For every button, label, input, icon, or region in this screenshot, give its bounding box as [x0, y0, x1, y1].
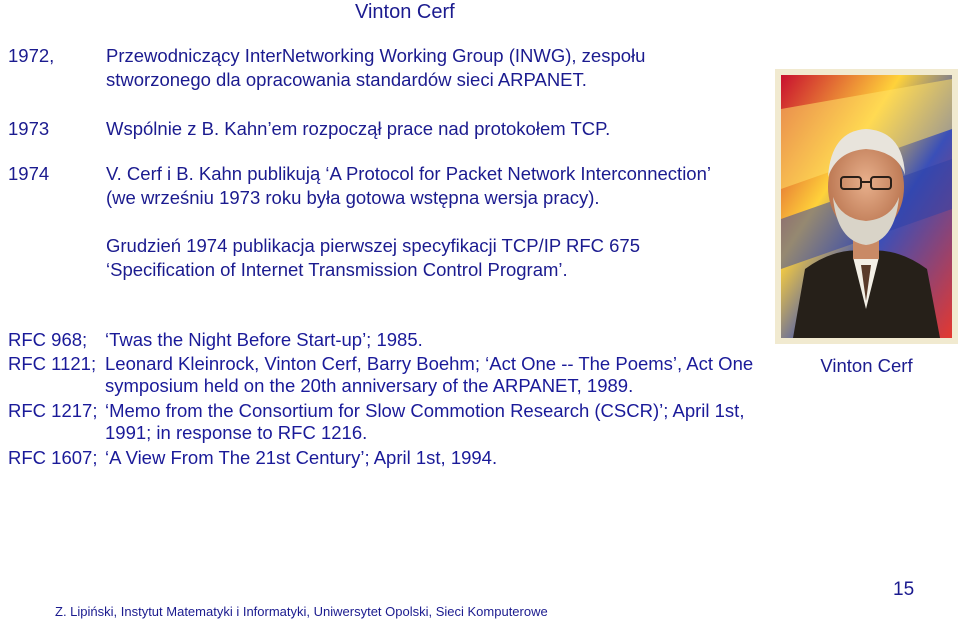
history-line: Przewodniczący InterNetworking Working Group (INWG), zespołu	[106, 45, 646, 66]
rfc-text: ‘Twas the Night Before Start-up’; 1985.	[105, 329, 423, 350]
rfc-number: RFC 1121;	[8, 353, 97, 374]
history-text	[106, 117, 610, 141]
portrait-image	[775, 69, 958, 344]
rfc-number: RFC 968;	[8, 329, 88, 350]
history-line: V. Cerf i B. Kahn publikują ‘A Protocol for Packet Network Interconnection’	[106, 163, 711, 184]
page-number: 15	[893, 579, 915, 600]
history-entry-rfc675	[8, 234, 768, 282]
history-entry-1972	[8, 44, 768, 92]
rfc-text: Leonard Kleinrock, Vinton Cerf, Barry Boehm; ‘Act One -- The Poems’, Act One symposium held on the 20th anniversary of the ARPANET, 1989.	[105, 353, 754, 396]
history-line: Grudzień 1974 publikacja pierwszej specyfikacji TCP/IP RFC 675	[106, 235, 641, 256]
rfc-item	[8, 329, 768, 351]
history-year: 1973	[8, 118, 50, 139]
history-line: (we wrześniu 1973 roku była gotowa wstępna wersja pracy).	[106, 187, 600, 208]
history-entry-1973	[8, 117, 768, 141]
history-year: 1972,	[8, 45, 55, 66]
rfc-item	[8, 353, 768, 397]
rfc-item	[8, 400, 768, 444]
rfc-number: RFC 1217;	[8, 400, 98, 421]
photo-caption: Vinton Cerf	[820, 355, 913, 376]
history-text	[106, 162, 711, 210]
rfc-text: ‘Memo from the Consortium for Slow Commotion Research (CSCR)’; April 1st, 1991; in response to RFC 1216.	[105, 400, 745, 443]
history-text	[106, 44, 645, 92]
slide-title: Vinton Cerf	[355, 1, 455, 23]
history-line: Wspólnie z B. Kahn’em rozpoczął prace nad protokołem TCP.	[106, 118, 611, 139]
footer-credit: Z. Lipiński, Instytut Matematyki i Informatyki, Uniwersytet Opolski, Sieci Komputerowe	[55, 604, 548, 619]
history-line: stworzonego dla opracowania standardów sieci ARPANET.	[106, 69, 587, 90]
history-year: 1974	[8, 163, 50, 184]
rfc-text: ‘A View From The 21st Century’; April 1st, 1994.	[105, 447, 498, 468]
rfc-item	[8, 447, 768, 469]
rfc-number: RFC 1607;	[8, 447, 98, 468]
history-entry-1974	[8, 162, 768, 210]
portrait-photo	[775, 69, 958, 344]
history-line: ‘Specification of Internet Transmission Control Program’.	[106, 259, 568, 280]
history-text	[106, 234, 640, 282]
